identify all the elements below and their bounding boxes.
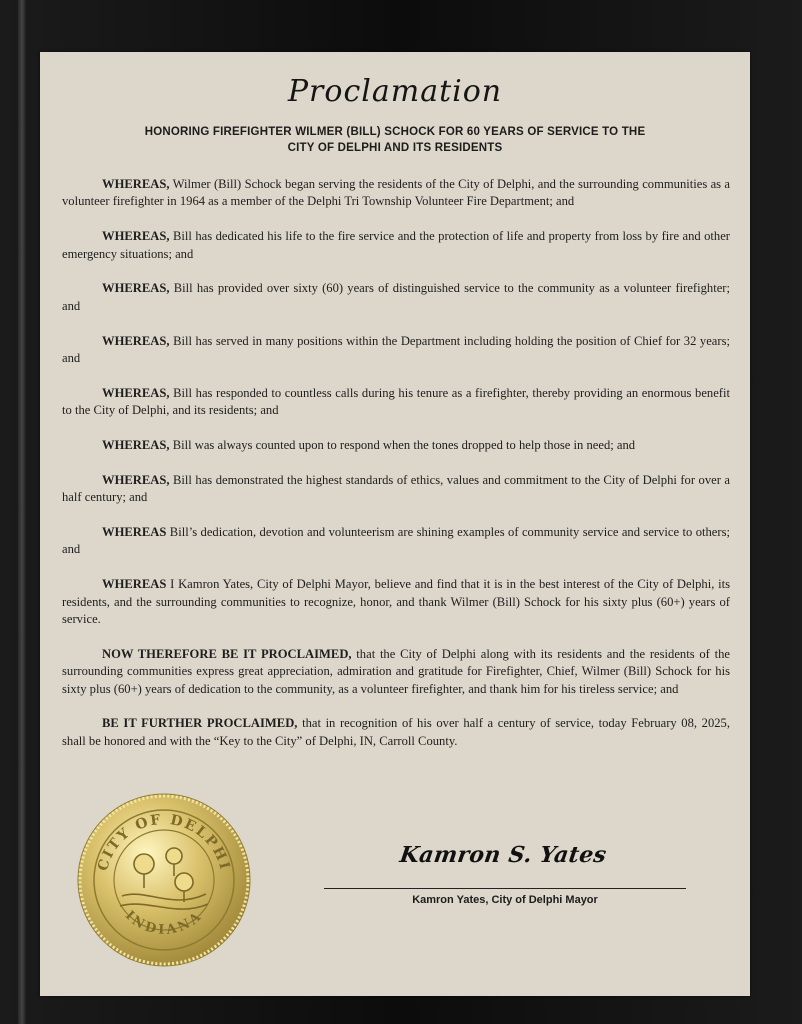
proclamation-document	[40, 52, 750, 996]
proclaimed-paragraph	[62, 646, 730, 698]
subtitle-line-1: HONORING FIREFIGHTER WILMER (BILL) SCHOCK FOR 60 YEARS OF SERVICE TO THE	[144, 126, 646, 138]
paragraph-lead: WHEREAS,	[102, 281, 170, 296]
paragraph-lead: WHEREAS,	[102, 177, 170, 191]
signature-line	[324, 888, 686, 889]
whereas-paragraph	[62, 176, 730, 211]
paragraph-lead: WHEREAS,	[102, 229, 170, 244]
further-proclaimed-paragraph	[62, 715, 730, 750]
paragraph-text: that the City of Delphi along with its residents and the residents of the surrounding communities express great appreciation, admiration and gratitude for Firefighter, Chief, Wilmer (Bill) Schock for his sixty plus (60+) years of dedication to the community, as a volunteer firefighter, and thank him for his tireless service; and	[62, 646, 730, 696]
paragraph-lead: WHEREAS,	[102, 438, 170, 453]
document-title: Proclamation	[287, 74, 503, 109]
paragraph-text: Bill has served in many positions within the Department including holding the position of Chief for 32 years; and	[62, 333, 730, 366]
plaque-glare	[18, 0, 26, 1024]
whereas-paragraph	[62, 333, 730, 368]
document-subtitle	[80, 124, 710, 156]
paragraph-lead: NOW THEREFORE BE IT PROCLAIMED,	[102, 646, 352, 661]
paragraph-text: Bill has provided over sixty (60) years of distinguished service to the community as a volunteer firefighter; and	[62, 281, 730, 313]
paragraph-lead: WHEREAS	[102, 525, 167, 540]
whereas-paragraph	[62, 228, 730, 263]
whereas-paragraph	[62, 385, 730, 420]
whereas-paragraph	[62, 437, 730, 454]
signature-caption: Kamron Yates, City of Delphi Mayor	[412, 894, 598, 906]
city-seal	[76, 792, 252, 968]
paragraph-lead: WHEREAS,	[102, 472, 170, 487]
paragraph-text: that in recognition of his over half a century of service, today February 08, 2025, shall be honored and with the “Key to the City” of Delphi, IN, Carroll County.	[62, 716, 730, 748]
whereas-paragraph	[62, 524, 730, 559]
paragraph-text: Bill has demonstrated the highest standards of ethics, values and commitment to the City of Delphi for over a half century; and	[62, 472, 730, 505]
document-body	[62, 176, 730, 768]
paragraph-lead: WHEREAS,	[102, 333, 170, 348]
whereas-paragraph	[62, 576, 730, 628]
paragraph-lead: BE IT FURTHER PROCLAIMED,	[102, 716, 298, 731]
seal-bottom-text: INDIANA	[121, 908, 207, 938]
subtitle-line-2: CITY OF DELPHI AND ITS RESIDENTS	[287, 142, 503, 154]
whereas-paragraph	[62, 472, 730, 507]
mayor-signature: Kamron S. Yates	[398, 842, 609, 868]
paragraph-text: Wilmer (Bill) Schock began serving the residents of the City of Delphi, and the surrounding communities as a volunteer firefighter in 1964 as a member of the Delphi Tri Township Volunteer Fire Department; and	[62, 177, 730, 209]
seal-emblem-icon	[76, 792, 252, 968]
seal-top-text: CITY OF DELPHI	[95, 811, 233, 873]
paragraph-text: Bill has dedicated his life to the fire service and the protection of life and property from loss by fire and other emergency situations; and	[62, 229, 730, 261]
paragraph-text: I Kamron Yates, City of Delphi Mayor, believe and find that it is in the best interest of the City of Delphi, its residents, and the surrounding communities to recognize, honor, and thank Wilmer (Bill) Schock for his sixty plus (60+) years of service.	[62, 577, 730, 627]
paragraph-text: Bill has responded to countless calls during his tenure as a firefighter, thereby providing an enormous benefit to the City of Delphi, and its residents; and	[62, 385, 730, 418]
paragraph-lead: WHEREAS	[102, 577, 167, 592]
paragraph-text: Bill was always counted upon to respond when the tones dropped to help those in need; and	[169, 438, 636, 453]
paragraph-text: Bill’s dedication, devotion and volunteerism are shining examples of community service and service to others; and	[62, 525, 730, 557]
whereas-paragraph	[62, 280, 730, 315]
paragraph-lead: WHEREAS,	[102, 385, 170, 400]
